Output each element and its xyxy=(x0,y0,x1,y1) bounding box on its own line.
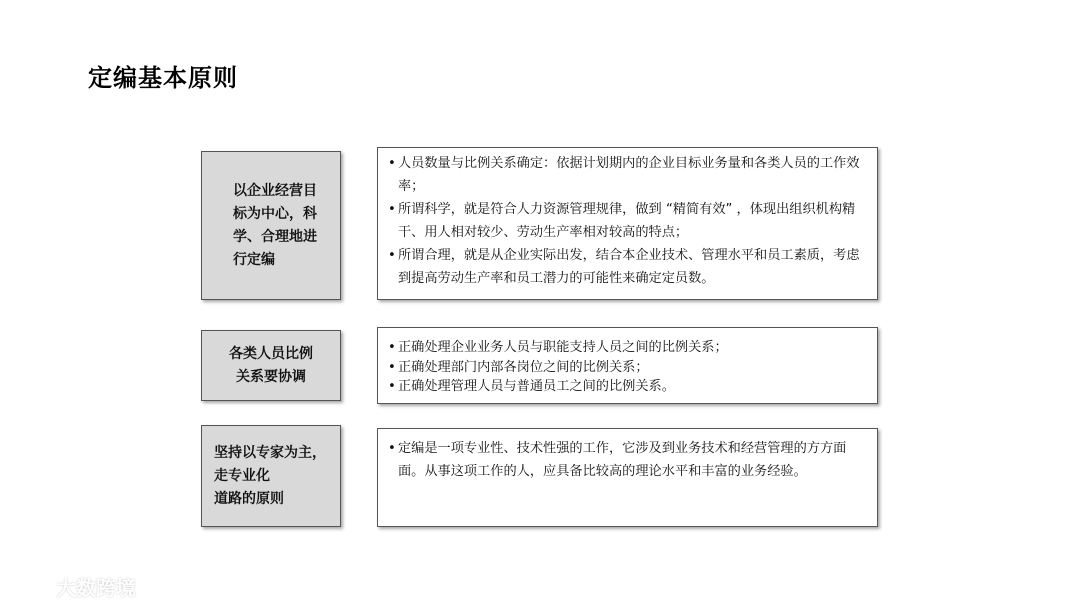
principle-bullet: • 正确处理管理人员与普通员工之间的比例关系。 xyxy=(388,377,865,397)
principle-content-box xyxy=(377,428,878,527)
principle-content-box xyxy=(377,147,878,300)
principle-bullet: • 所谓科学，就是符合人力资源管理规律，做到 “精简有效” ，体现出组织机构精干、用人相对较少、劳动生产率相对较高的特点； xyxy=(388,198,865,244)
logo-icon xyxy=(10,574,50,600)
principle-bullet: • 定编是一项专业性、技术性强的工作，它涉及到业务技术和经营管理的方方面面。从事这项工作的人，应具备比较高的理论水平和丰富的业务经验。 xyxy=(388,437,865,483)
principle-label: 各类人员比例 关系要协调 xyxy=(229,345,313,385)
principle-label: 以企业经营目 标为中心，科 学、合理地进 行定编 xyxy=(233,182,317,268)
principle-bullet: • 正确处理部门内部各岗位之间的比例关系； xyxy=(388,358,865,378)
principle-label: 坚持以专家为主， 走专业化 道路的原则 xyxy=(214,444,326,507)
watermark-text: 大数跨境 xyxy=(56,576,136,600)
principle-label-box xyxy=(201,151,341,300)
principle-bullet: • 正确处理企业业务人员与职能支持人员之间的比例关系； xyxy=(388,338,865,358)
principle-bullet: • 所谓合理，就是从企业实际出发，结合本企业技术、管理水平和员工素质，考虑到提高劳动生产率和员工潜力的可能性来确定定员数。 xyxy=(388,244,865,290)
watermark xyxy=(10,572,136,601)
principle-content-box xyxy=(377,327,878,404)
principle-label-box xyxy=(201,330,341,401)
page-title: 定编基本原则 xyxy=(88,64,238,92)
principle-label-box xyxy=(201,425,341,527)
principle-bullet: • 人员数量与比例关系确定：依据计划期内的企业目标业务量和各类人员的工作效率； xyxy=(388,152,865,198)
